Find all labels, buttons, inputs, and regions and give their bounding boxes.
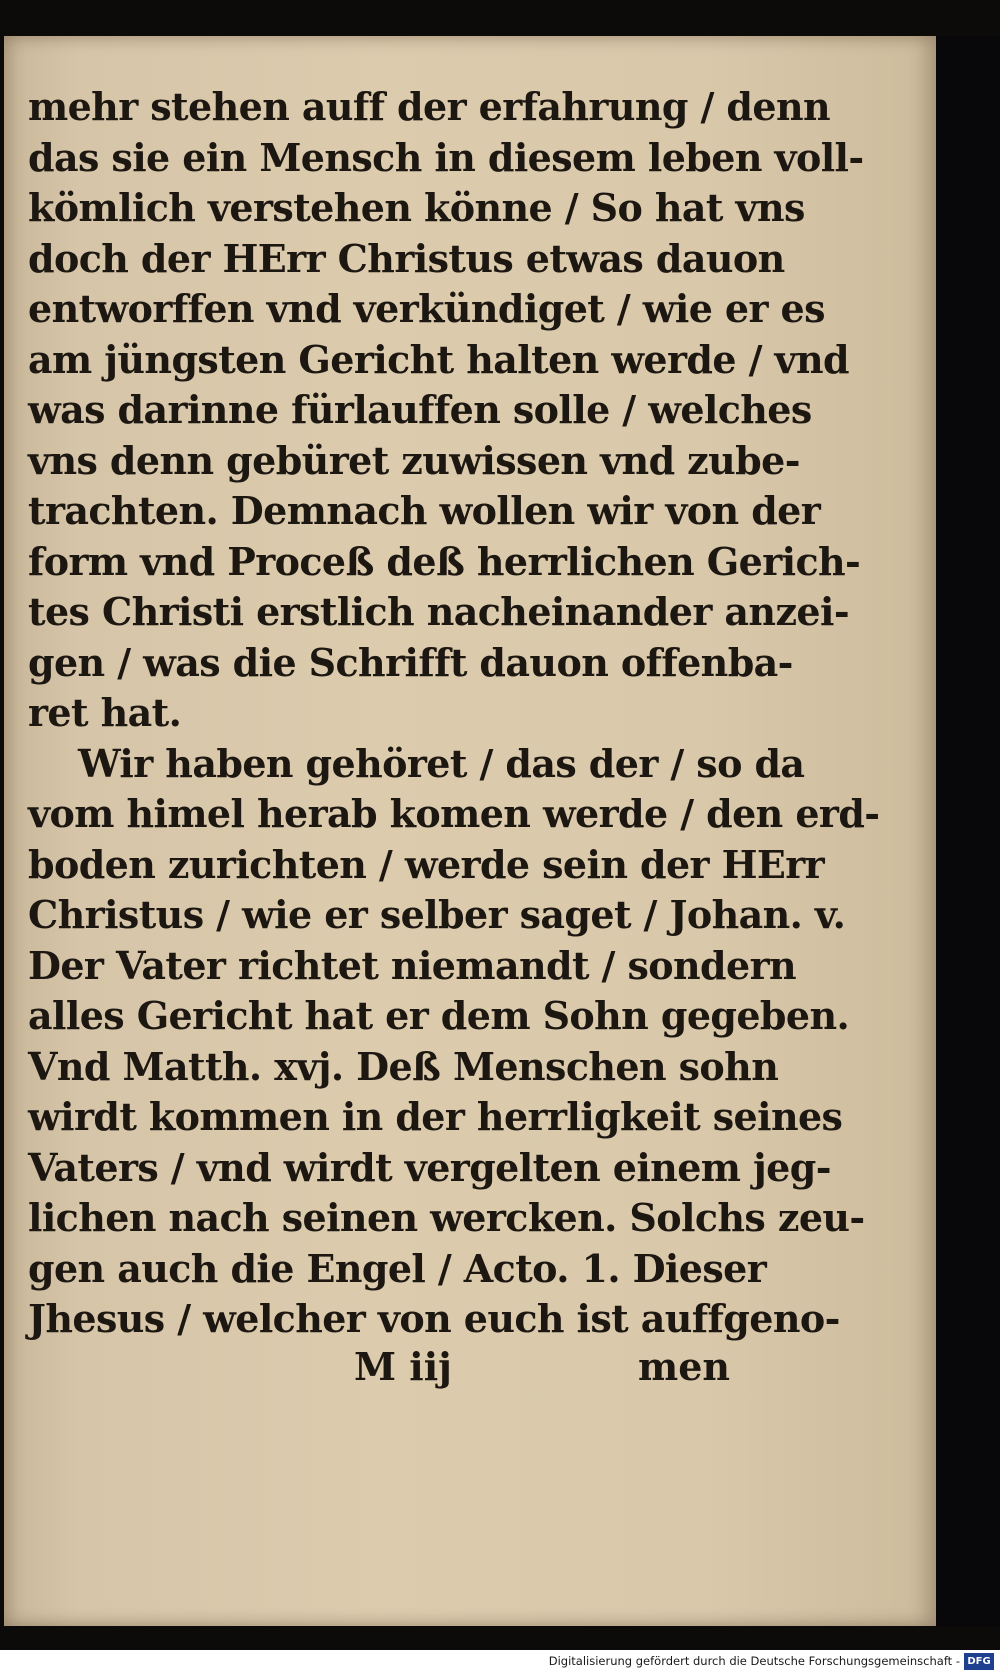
text-line: Vaters / vnd wirdt vergelten einem jeg- [28, 1144, 831, 1190]
text-line: doch der HErr Christus etwas dauon [28, 235, 785, 281]
text-line: lichen nach seinen wercken. Solchs zeu- [28, 1195, 865, 1240]
text-line: mehr stehen auff der erfahrung / denn [28, 84, 830, 129]
text-line: vom himel herab komen werde / den erd- [28, 791, 880, 836]
text-line: entworffen vnd verkündiget / wie er es [28, 286, 825, 331]
text-line: Vnd Matth. xvj. Deß Menschen sohn [28, 1043, 779, 1089]
text-line: gen / was die Schrifft dauon offenba- [28, 639, 793, 685]
text-line: alles Gericht hat er dem Sohn gegeben. [28, 993, 850, 1038]
text-line: form vnd Proceß deß herrlichen Gerich- [28, 538, 861, 584]
text-line: trachten. Demnach wollen wir von der [28, 488, 821, 533]
text-line: Wir haben gehöret / das der / so da [78, 740, 805, 786]
scan-background [936, 36, 1000, 1626]
text-line: das sie ein Mensch in diesem leben voll- [28, 134, 864, 180]
dfg-logo: DFG [964, 1653, 994, 1670]
footer-bar [0, 1650, 1000, 1676]
text-line: boden zurichten / werde sein der HErr [28, 841, 825, 887]
catchline [354, 1344, 730, 1398]
text-line: was darinne fürlauffen solle / welches [28, 387, 812, 432]
text-line: gen auch die Engel / Acto. 1. Dieser [28, 1245, 767, 1291]
text-line: kömlich verstehen könne / So hat vns [28, 185, 805, 230]
text-line: ret hat. [28, 690, 182, 735]
funding-credit: Digitalisierung gefördert durch die Deutsche Forschungsgemeinschaft - [548, 1654, 960, 1668]
text-line: am jüngsten Gericht halten werde / vnd [28, 336, 849, 382]
text-line: tes Christi erstlich nacheinander anzei- [28, 589, 850, 634]
page-text [28, 82, 880, 1345]
signature-mark: M iij [354, 1344, 452, 1389]
text-line: vns denn gebüret zuwissen vnd zube- [28, 437, 800, 483]
text-line: Jhesus / welcher von euch ist auffgeno- [28, 1296, 840, 1341]
book-page [4, 36, 936, 1626]
text-line: Der Vater richtet niemandt / sondern [28, 942, 797, 988]
text-line: wirdt kommen in der herrligkeit seines [28, 1094, 843, 1139]
text-line: Christus / wie er selber saget / Johan. v. [28, 892, 846, 937]
catchword: men [637, 1344, 730, 1389]
